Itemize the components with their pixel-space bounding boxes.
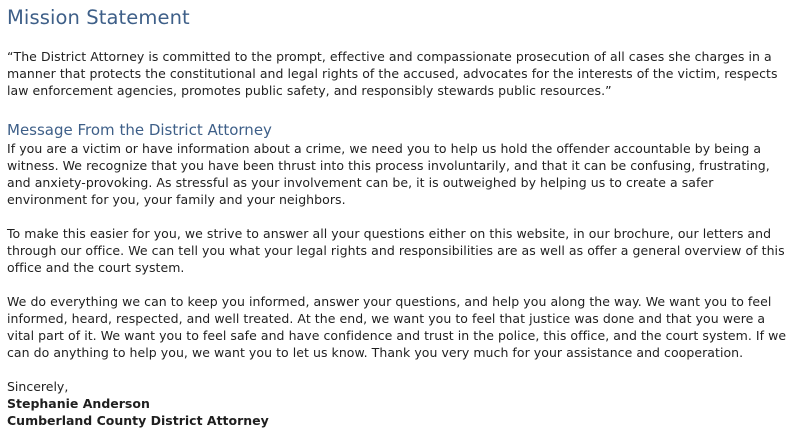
message-heading: Message From the District Attorney [7, 121, 272, 139]
message-paragraph-1: If you are a victim or have information about a crime, we need you to help us hold the offender accountable by being a witness. We recognize that you have been thrust into this process involuntarily, and that it can be confusing, frustrating, and anxiety-provoking. As stressful as your involvement can be, it is outweighed by helping us to create a safer environment for you, your family and your neighbors. [7, 141, 770, 207]
signoff-closing: Sincerely, [7, 379, 69, 394]
message-paragraph-3: We do everything we can to keep you informed, answer your questions, and help you along the way. We want you to feel informed, heard, respected, and well treated. At the end, we want you to feel that justice was done and that you were a vital part of it. We want you to feel safe and have confidence and trust in the police, this office, and the court system. If we can do anything to help you, we want you to let us know. Thank you very much for your assistance and cooperation. [7, 294, 787, 360]
message-paragraph-2: To make this easier for you, we strive to answer all your questions either on this website, in our brochure, our letters and through our office. We can tell you what your legal rights and responsibilities are as well as offer a general overview of this office and the court system. [7, 226, 785, 275]
signoff-block [7, 378, 792, 429]
signoff-name: Stephanie Anderson [7, 396, 150, 411]
mission-statement-text: “The District Attorney is committed to the prompt, effective and compassionate prosecution of all cases she charges in a manner that protects the constitutional and legal rights of the accused, advocates for the interests of the victim, respects law enforcement agencies, promotes public safety, and responsibly stewards public resources.” [7, 49, 778, 98]
mission-statement-heading: Mission Statement [7, 6, 190, 29]
signoff-title: Cumberland County District Attorney [7, 413, 269, 428]
